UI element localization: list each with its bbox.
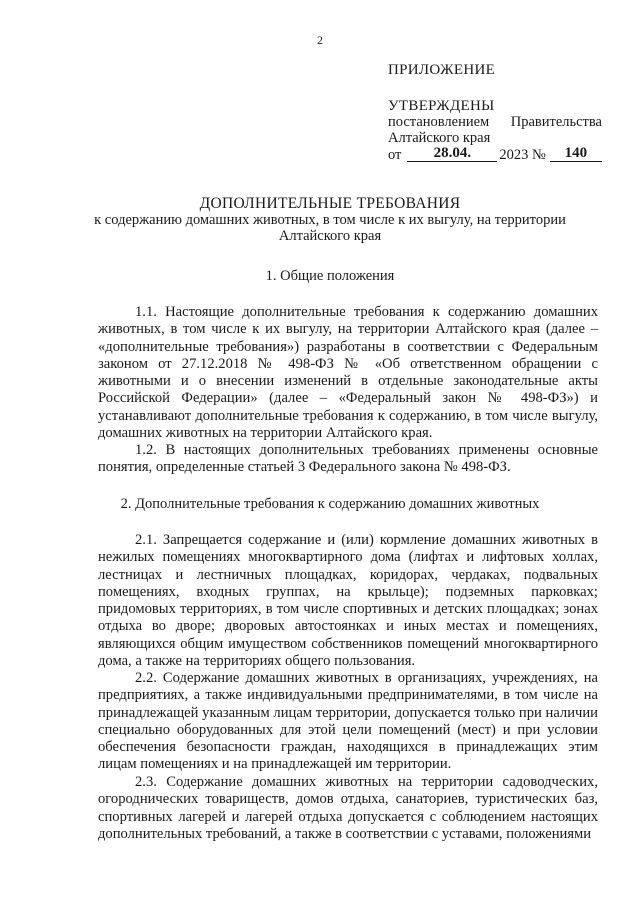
title-main: ДОПОЛНИТЕЛЬНЫЕ ТРЕБОВАНИЯ bbox=[199, 195, 461, 212]
approval-line-2: Алтайского края bbox=[388, 130, 491, 146]
approval-date: 28.04. bbox=[407, 146, 497, 162]
approval-year: 2023 № bbox=[499, 147, 546, 163]
section-2-heading: 2. Дополнительные требования к содержанию домашних животных bbox=[120, 496, 540, 512]
paragraph-1-2: 1.2. В настоящих дополнительных требованиях применены основные понятия, определенные статьей 3 Федерального закона № 498-ФЗ. bbox=[98, 442, 598, 476]
section-1-heading: 1. Общие положения bbox=[265, 268, 395, 284]
appendix-label: ПРИЛОЖЕНИЕ bbox=[388, 62, 496, 78]
approval-stamp bbox=[388, 62, 602, 164]
paragraph-2-3: 2.3. Содержание домашних животных на территории садоводческих, огороднических товариществ, домов отдыха, санаториев, туристических баз, спортивных лагерей и лагерей отдыха допускается с соблюдением настоящих дополнительных требований, а также в соответствии с уставами, положениями bbox=[98, 774, 598, 842]
approval-line-1: постановлением Правительства bbox=[388, 114, 602, 130]
page-number: 2 bbox=[317, 33, 323, 47]
from-label: от bbox=[388, 147, 402, 163]
paragraph-2-1: 2.1. Запрещается содержание и (или) кормление домашних животных в нежилых помещениях многоквартирного дома (лифтах и лифтовых холлах, лестницах и лестничных площадках, коридорах, чердаках, подвальных помещениях, входных группах, на крыльце); подземных парковках; придомовых территориях, в том числе спортивных и детских площадках; зонах отдыха во дворе; дворовых автостоянках и иных местах и помещениях, являющихся общим имуществом собственников помещений многоквартирного дома, а также на территориях общего пользования. bbox=[98, 532, 598, 670]
approval-date-line bbox=[388, 147, 602, 164]
paragraph-1-1: 1.1. Настоящие дополнительные требования к содержанию домашних животных, в том числе к их выгулу, на территории Алтайского края (далее – «дополнительные требования») разработаны в соответствии с Федеральным законом от 27.12.2018 № 498-ФЗ № «Об ответственном обращении с животными и о внесении изменений в отдельные законодательные акты Российской Федерации» (далее – «Федеральный закон № 498-ФЗ») и устанавливают дополнительные требования к содержанию, в том числе выгулу, домашних животных на территории Алтайского края. bbox=[98, 304, 598, 442]
approved-label: УТВЕРЖДЕНЫ bbox=[388, 98, 495, 114]
title-line-3: Алтайского края bbox=[278, 228, 382, 244]
approval-number: 140 bbox=[550, 146, 602, 162]
document-title bbox=[90, 196, 570, 244]
paragraph-2-2: 2.2. Содержание домашних животных в организациях, учреждениях, на предприятиях, а также индивидуальными предпринимателями, в том числе на принадлежащей указанным лицам территории, допускается только при наличии специально оборудованных для этой цели помещений (мест) и при условии обеспечения безопасности граждан, находящихся в принадлежащих этим лицам помещениях и на принадлежащей им территории. bbox=[98, 670, 598, 773]
title-line-2: к содержанию домашних животных, в том числе к их выгулу, на территории bbox=[94, 212, 566, 228]
